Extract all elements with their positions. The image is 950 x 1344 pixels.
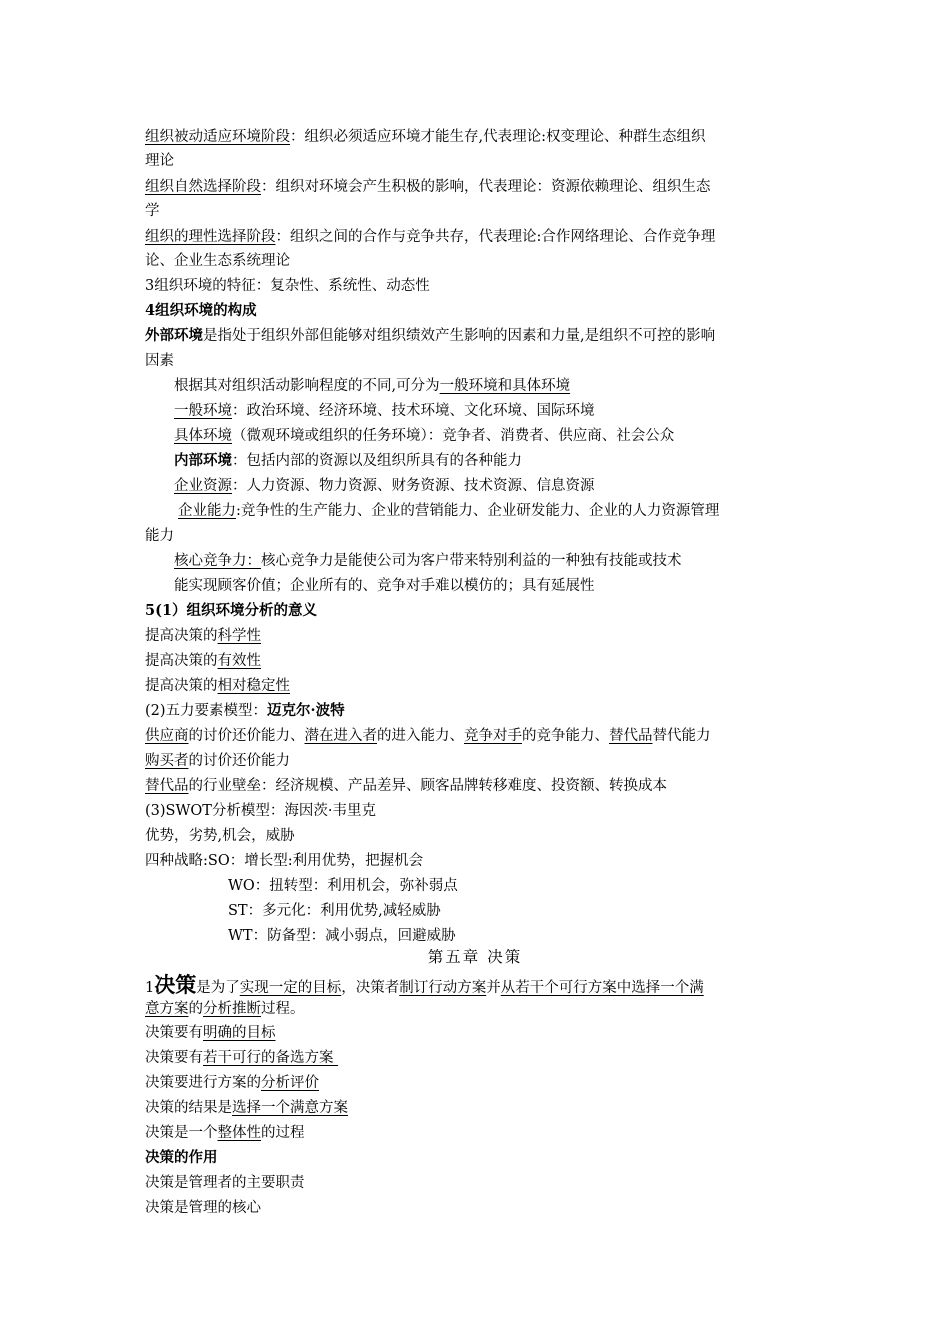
decision-definition-cont: 意方案的分析推断过程。 xyxy=(145,1001,305,1017)
env-features: 3组织环境的特征：复杂性、系统性、动态性 xyxy=(145,278,430,294)
para-rational-stage: 组织的理性选择阶段：组织之间的合作与竞争共存，代表理论:合作网络理论、合作竞争理 xyxy=(145,229,716,245)
strategy-st: ST：多元化：利用优势,减轻威胁 xyxy=(228,903,441,919)
five-forces-list: 供应商的讨价还价能力、潜在进入者的进入能力、竞争对手的竞争能力、替代品替代能力 xyxy=(145,728,711,744)
strategy-wo: WO：扭转型：利用机会，弥补弱点 xyxy=(228,878,458,894)
term-external-env: 外部环境 xyxy=(145,327,203,344)
para-natural-stage-cont: 学 xyxy=(145,203,160,219)
heading-decision-role: 决策的作用 xyxy=(145,1149,218,1166)
para-resources: 企业资源：人力资源、物力资源、财务资源、技术资源、信息资源 xyxy=(174,478,595,494)
meaning-1: 提高决策的科学性 xyxy=(145,628,261,644)
para-general-env: 一般环境：政治环境、经济环境、技术环境、文化环境、国际环境 xyxy=(174,403,595,419)
meaning-3: 提高决策的相对稳定性 xyxy=(145,678,290,694)
decision-req-4: 决策的结果是选择一个满意方案 xyxy=(145,1100,348,1116)
heading-env-analysis: 5(1）组织环境分析的意义 xyxy=(145,602,318,619)
para-passive-stage: 组织被动适应环境阶段：组织必须适应环境才能生存,代表理论:权变理论、种群生态组织 xyxy=(145,129,706,145)
para-capability: 企业能力:竞争性的生产能力、企业的营销能力、企业研发能力、企业的人力资源管理 xyxy=(178,503,720,519)
term-decision: 决策 xyxy=(154,972,197,997)
term-passive-stage: 组织被动适应环境阶段 xyxy=(145,129,290,145)
para-capability-cont: 能力 xyxy=(145,528,174,544)
para-external-env: 外部环境是指处于组织外部但能够对组织绩效产生影响的因素和力量,是组织不可控的影响 xyxy=(145,327,716,344)
decision-req-2: 决策要有若干可行的备选方案 xyxy=(145,1050,339,1066)
decision-role-2: 决策是管理的核心 xyxy=(145,1200,261,1216)
heading-env-composition: 4组织环境的构成 xyxy=(145,302,257,319)
para-core-competence: 核心竞争力：核心竞争力是能使公司为客户带来特别利益的一种独有技能或技术 xyxy=(174,553,682,569)
para-core-competence-cont: 能实现顾客价值；企业所有的、竞争对手难以模仿的；具有延展性 xyxy=(174,578,595,594)
five-forces-title: (2)五力要素模型：迈克尔·波特 xyxy=(145,702,345,719)
para-natural-stage: 组织自然选择阶段：组织对环境会产生积极的影响，代表理论：资源依赖理论、组织生态 xyxy=(145,179,711,195)
decision-role-1: 决策是管理者的主要职责 xyxy=(145,1175,305,1191)
five-forces-buyer: 购买者的讨价还价能力 xyxy=(145,753,290,769)
decision-definition: 1决策是为了实现一定的目标，决策者制订行动方案并从若干个可行方案中选择一个满 xyxy=(145,972,704,997)
chapter-title: 第五章 决策 xyxy=(427,948,523,966)
decision-req-5: 决策是一个整体性的过程 xyxy=(145,1125,305,1141)
substitute-barrier: 替代品的行业壁垒：经济规模、产品差异、顾客品牌转移难度、投资额、转换成本 xyxy=(145,778,667,794)
strategy-wt: WT：防备型：减小弱点，回避威胁 xyxy=(228,928,456,944)
term-rational-stage: 组织的理性选择阶段 xyxy=(145,229,276,245)
para-specific-env: 具体环境（微观环境或组织的任务环境）：竞争者、消费者、供应商、社会公众 xyxy=(174,428,675,444)
decision-req-3: 决策要进行方案的分析评价 xyxy=(145,1075,319,1091)
swot-title: (3)SWOT分析模型：海因茨·韦里克 xyxy=(145,803,377,819)
swot-elements: 优势，劣势,机会，威胁 xyxy=(145,828,295,844)
para-rational-stage-cont: 论、企业生态系统理论 xyxy=(145,253,290,269)
para-external-env-cont: 因素 xyxy=(145,353,174,369)
term-natural-stage: 组织自然选择阶段 xyxy=(145,179,261,195)
para-classification: 根据其对组织活动影响程度的不同,可分为一般环境和具体环境 xyxy=(174,378,571,394)
decision-req-1: 决策要有明确的目标 xyxy=(145,1025,276,1041)
strategy-so: 四种战略:SO：增长型:利用优势，把握机会 xyxy=(145,853,424,869)
meaning-2: 提高决策的有效性 xyxy=(145,653,261,669)
para-internal-env: 内部环境：包括内部的资源以及组织所具有的各种能力 xyxy=(174,452,522,469)
para-passive-stage-cont: 理论 xyxy=(145,153,174,169)
